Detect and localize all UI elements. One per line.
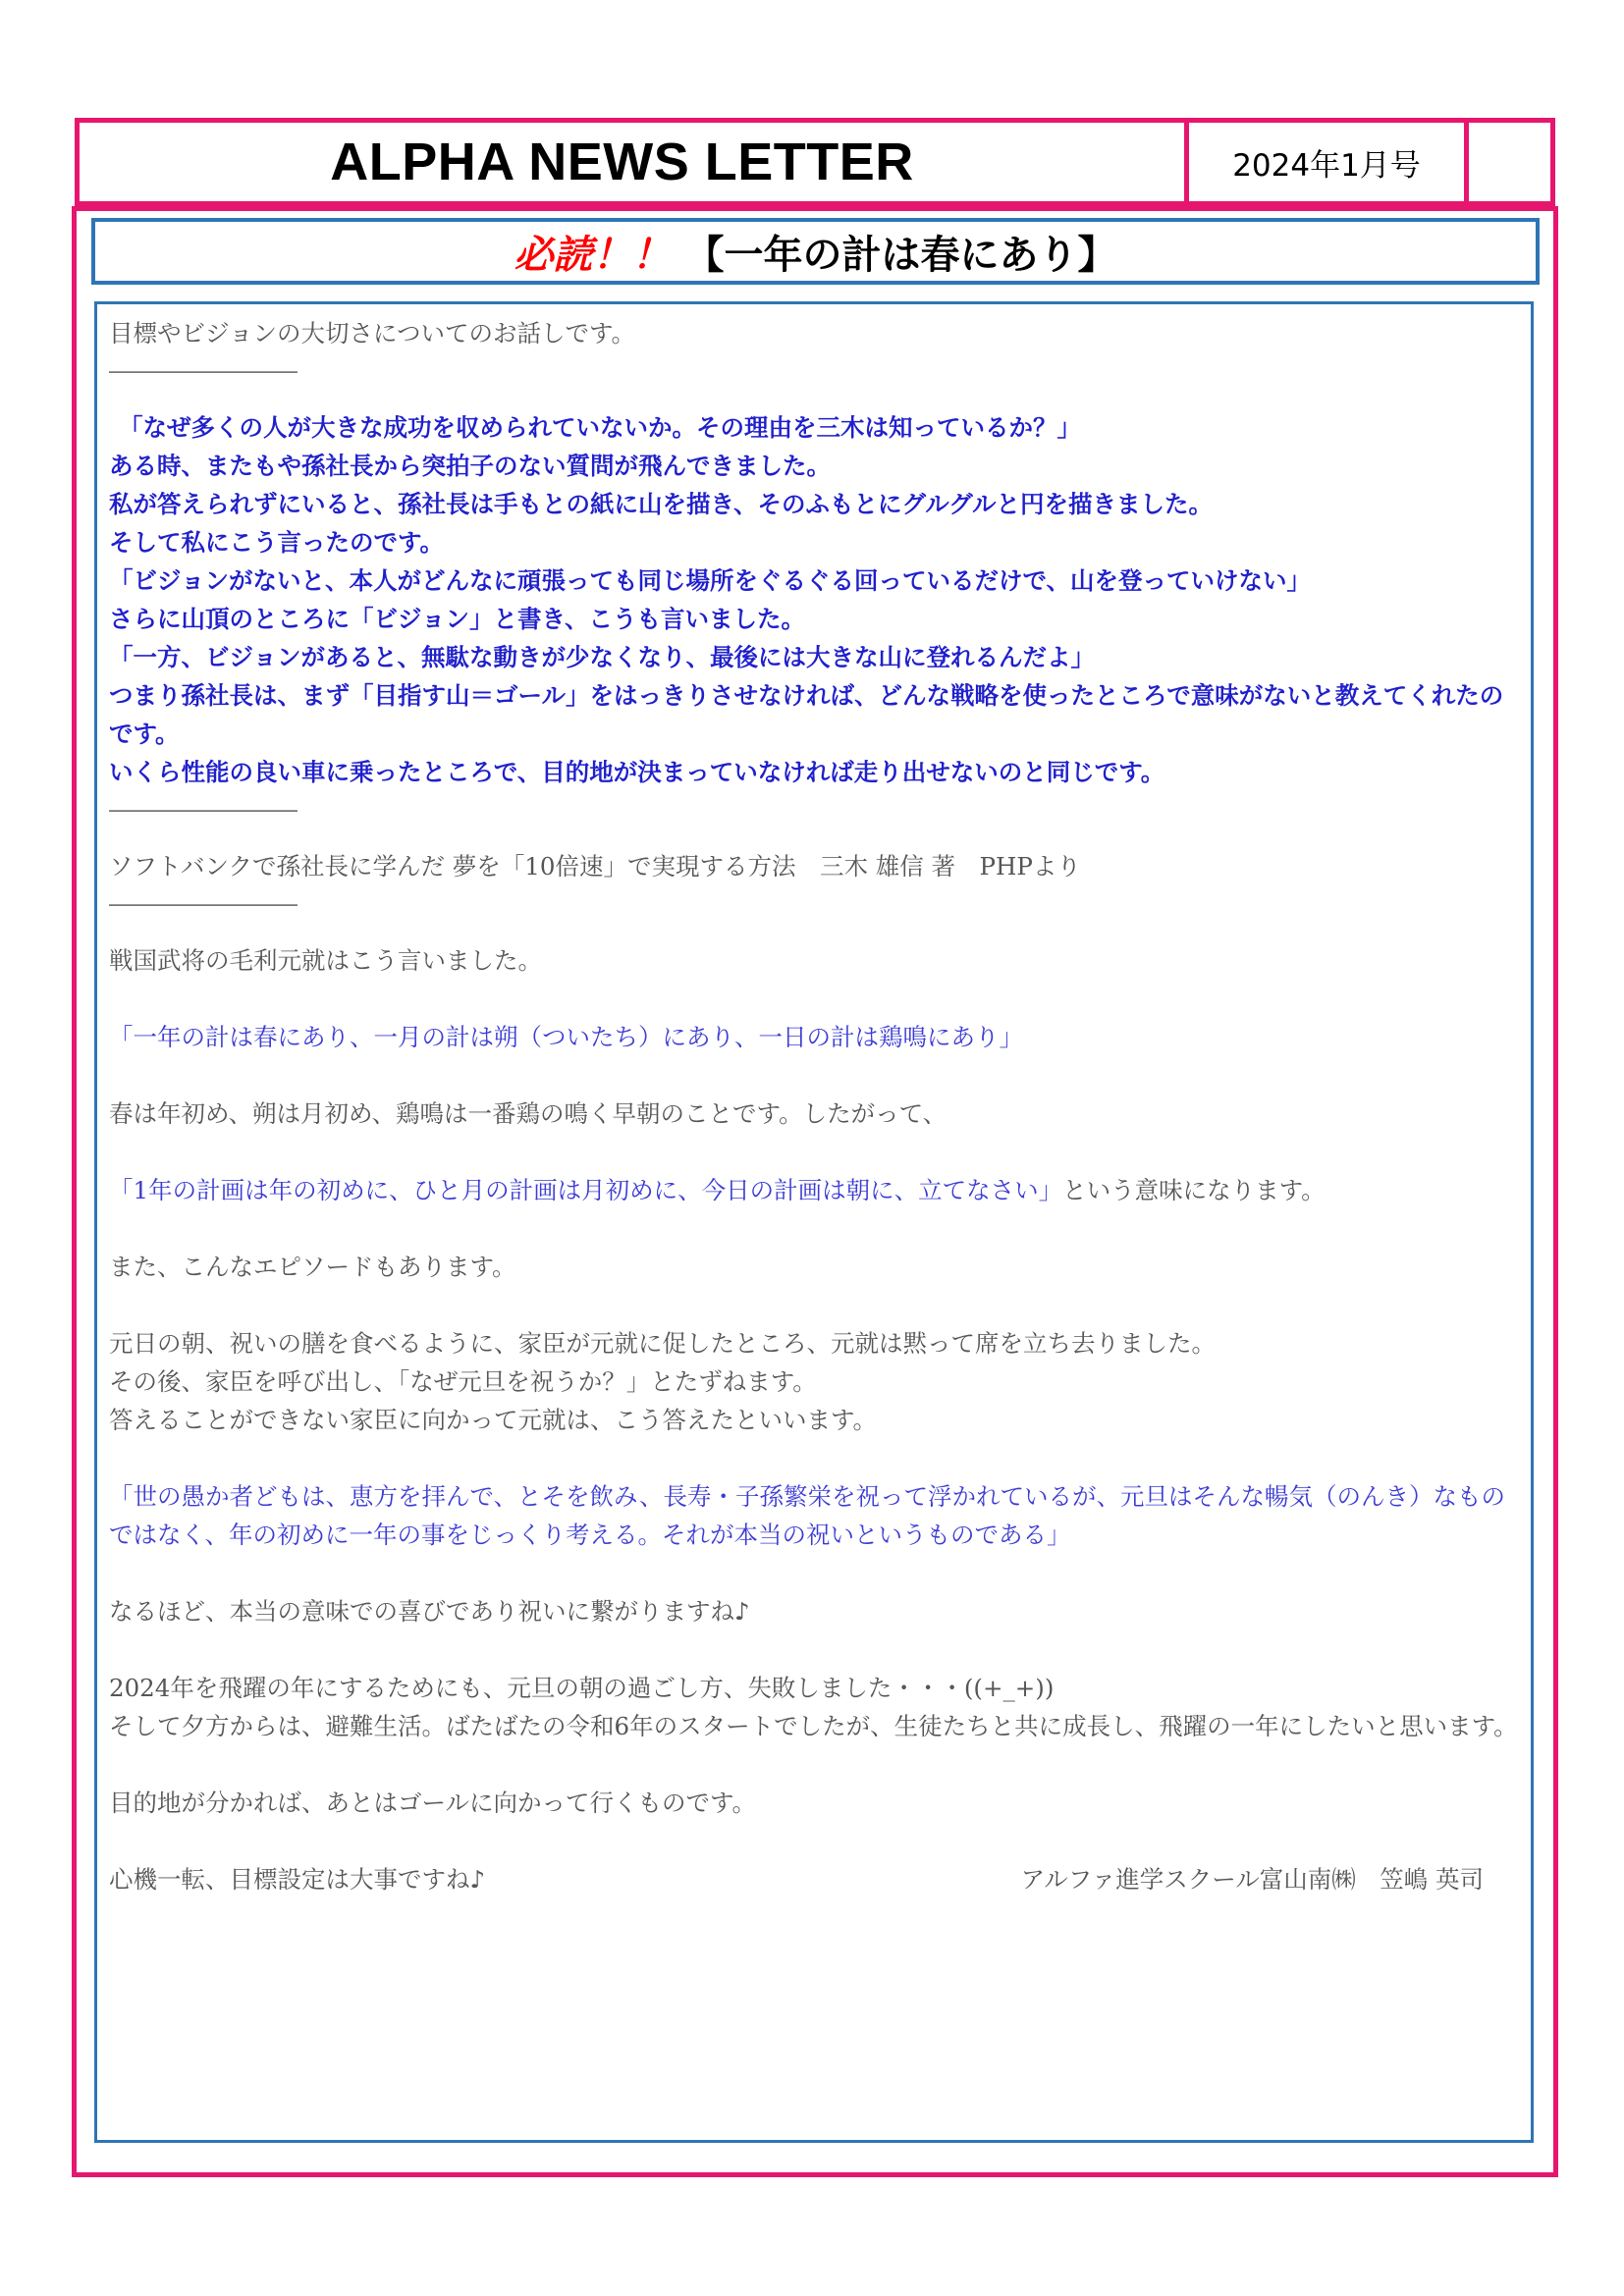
- meaning-paragraph: [109, 1171, 1519, 1209]
- signoff-row: [109, 1860, 1519, 1898]
- issue-date: 2024年1月号: [1232, 147, 1421, 184]
- quote-line: 「なぜ多くの人が大きな成功を収められていないか。その理由を三木は知っているか？」: [119, 413, 1081, 442]
- separator-2: ――――――――: [109, 796, 298, 824]
- empty-cell: [1469, 123, 1550, 201]
- source-citation: ソフトバンクで孫社長に学んだ 夢を「10倍速」で実現する方法 三木 雄信 著 PHPより: [109, 852, 1081, 881]
- intro-text: 目標やビジョンの大切さについてのお話しです。: [109, 319, 636, 347]
- quote-line: 「ビジョンがないと、本人がどんなに頑張っても同じ場所をぐるぐる回っているだけで、山を登っていけない」: [109, 566, 1312, 595]
- meaning-quote: 「1年の計画は年の初めに、ひと月の計画は月初めに、今日の計画は朝に、立てなさい」: [109, 1176, 1063, 1204]
- newsletter-header: [75, 118, 1555, 206]
- author-signature: アルファ進学スクール富山南㈱ 笠嶋 英司: [1020, 1865, 1484, 1894]
- quote-line: そして私にこう言ったのです。: [109, 528, 445, 557]
- quote-line: つまり孫社長は、まず「目指す山＝ゴール」をはっきりさせなければ、どんな戦略を使ったところで意味がないと教えてくれたのです。: [109, 681, 1504, 748]
- quote-line: さらに山頂のところに「ビジョン」と書き、こうも言いました。: [109, 605, 806, 633]
- new-year-line: そして夕方からは、避難生活。ばたばたの令和6年のスタートでしたが、生徒たちと共に成長し、飛躍の一年にしたいと思います。: [109, 1712, 1518, 1740]
- title-cell: [80, 123, 1189, 201]
- new-year-line: 2024年を飛躍の年にするためにも、元旦の朝の過ごし方、失敗しました・・・((+_+)): [109, 1674, 1055, 1702]
- separator-1: ――――――――: [109, 357, 298, 385]
- episode-quote: 「世の愚か者どもは、恵方を拝んで、とそを飲み、長寿・子孫繁栄を祝って浮かれているが、元旦はそんな暢気（のんき）なものではなく、年の初めに一年の事をじっくり考える。それが本当の祝いというものである」: [109, 1482, 1505, 1549]
- quote-line: いくら性能の良い車に乗ったところで、目的地が決まっていなければ走り出せないのと同じです。: [109, 758, 1165, 786]
- separator-3: ――――――――: [109, 890, 298, 918]
- proverb-quote: 「一年の計は春にあり、一月の計は朔（ついたち）にあり、一日の計は鶏鳴にあり」: [109, 1023, 1023, 1051]
- episode-intro: また、こんなエピソードもあります。: [109, 1253, 516, 1281]
- proverb-explanation: 春は年初め、朔は月初め、鶏鳴は一番鶏の鳴く早朝のことです。したがって、: [109, 1099, 947, 1128]
- closing-line: 心機一転、目標設定は大事ですね♪: [109, 1865, 486, 1894]
- newsletter-title: ALPHA NEWS LETTER: [330, 133, 914, 191]
- article-body: [94, 301, 1534, 2143]
- issue-cell: [1189, 123, 1469, 201]
- mori-intro: 戦国武将の毛利元就はこう言いました。: [109, 946, 542, 975]
- headline-emphasis: 必読！！: [514, 232, 672, 278]
- episode-line: 元日の朝、祝いの膳を食べるように、家臣が元就に促したところ、元就は黙って席を立ち去りました。: [109, 1329, 1216, 1358]
- goal-line: 目的地が分かれば、あとはゴールに向かって行くものです。: [109, 1789, 757, 1817]
- meaning-tail: という意味になります。: [1062, 1176, 1326, 1204]
- headline-title: 【一年の計は春にあり】: [684, 232, 1117, 278]
- quote-line: 私が答えられずにいると、孫社長は手もとの紙に山を描き、そのふもとにグルグルと円を描きました。: [109, 490, 1214, 518]
- quote-line: ある時、またもや孫社長から突拍子のない質問が飛んできました。: [109, 452, 831, 480]
- episode-line: 答えることができない家臣に向かって元就は、こう答えたといいます。: [109, 1406, 878, 1434]
- reflection: なるほど、本当の意味での喜びであり祝いに繋がりますね♪: [109, 1597, 750, 1626]
- headline-box: [91, 218, 1540, 285]
- quote-line: 「一方、ビジョンがあると、無駄な動きが少なくなり、最後には大きな山に登れるんだよ」: [109, 643, 1096, 671]
- episode-line: その後、家臣を呼び出し、「なぜ元旦を祝うか？」とたずねます。: [109, 1367, 817, 1396]
